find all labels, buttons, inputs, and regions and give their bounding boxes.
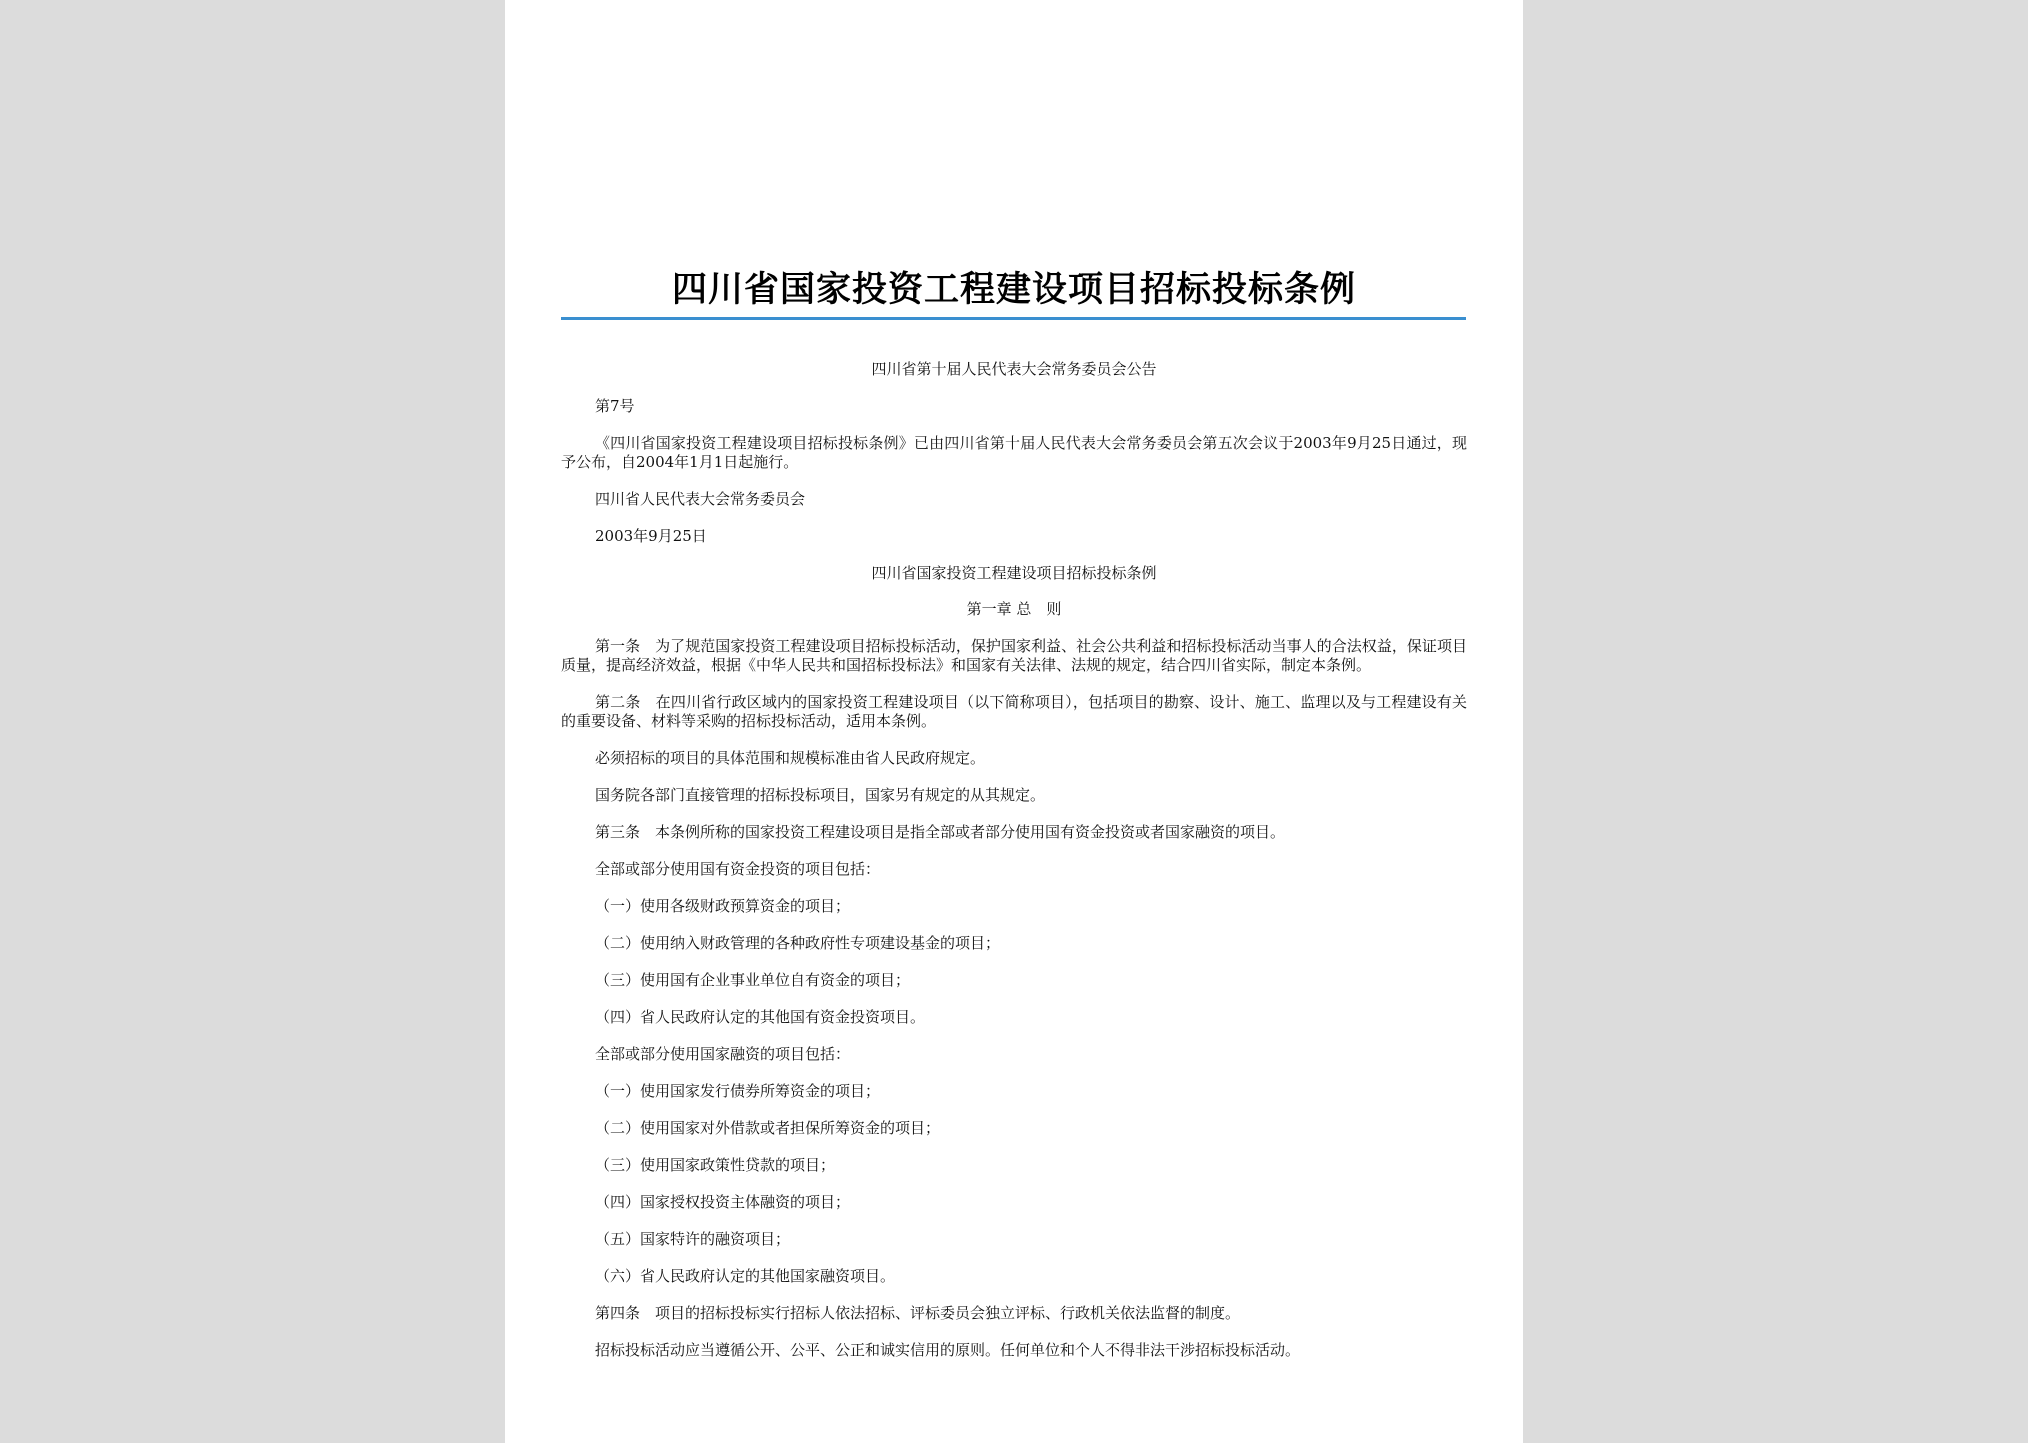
paragraph: 招标投标活动应当遵循公开、公平、公正和诚实信用的原则。任何单位和个人不得非法干涉招标投标活动。 (595, 1341, 1301, 1359)
paragraph: （六）省人民政府认定的其他国家融资项目。 (595, 1267, 896, 1285)
paragraph: 第三条 本条例所称的国家投资工程建设项目是指全部或者部分使用国有资金投资或者国家融资的项目。 (595, 823, 1286, 841)
paragraph: 第四条 项目的招标投标实行招标人依法招标、评标委员会独立评标、行政机关依法监督的制度。 (595, 1304, 1241, 1322)
paragraph: 全部或部分使用国家融资的项目包括： (595, 1045, 851, 1063)
title-underline (561, 317, 1466, 320)
paragraph: 第二条 在四川省行政区域内的国家投资工程建设项目（以下简称项目），包括项目的勘察、设计、施工、监理以及与工程建设有关的重要设备、材料等采购的招标投标活动，适用本条例。 (561, 693, 1467, 730)
paragraph: 第7号 (595, 397, 635, 415)
paragraph: （三）使用国有企业事业单位自有资金的项目； (595, 971, 911, 989)
paragraph: （二）使用纳入财政管理的各种政府性专项建设基金的项目； (595, 934, 1001, 952)
document-body (561, 360, 1467, 1378)
paragraph: （一）使用国家发行债券所筹资金的项目； (595, 1082, 881, 1100)
document-title: 四川省国家投资工程建设项目招标投标条例 (671, 270, 1356, 310)
paragraph: 四川省第十届人民代表大会常务委员会公告 (871, 360, 1157, 378)
paragraph: 必须招标的项目的具体范围和规模标准由省人民政府规定。 (595, 749, 986, 767)
paragraph: 四川省国家投资工程建设项目招标投标条例 (871, 564, 1157, 582)
document-page (505, 0, 1523, 1443)
paragraph: （五）国家特许的融资项目； (595, 1230, 791, 1248)
paragraph: （四）国家授权投资主体融资的项目； (595, 1193, 851, 1211)
paragraph: （二）使用国家对外借款或者担保所筹资金的项目； (595, 1119, 941, 1137)
paragraph: （四）省人民政府认定的其他国有资金投资项目。 (595, 1008, 926, 1026)
paragraph: 四川省人民代表大会常务委员会 (595, 490, 806, 508)
paragraph: 《四川省国家投资工程建设项目招标投标条例》已由四川省第十届人民代表大会常务委员会第五次会议于2003年9月25日通过，现予公布，自2004年1月1日起施行。 (561, 434, 1467, 471)
paragraph: 全部或部分使用国有资金投资的项目包括： (595, 860, 881, 878)
paragraph: 2003年9月25日 (595, 527, 707, 545)
paragraph: （三）使用国家政策性贷款的项目； (595, 1156, 836, 1174)
paragraph: 国务院各部门直接管理的招标投标项目，国家另有规定的从其规定。 (595, 786, 1046, 804)
paragraph: （一）使用各级财政预算资金的项目； (595, 897, 851, 915)
paragraph: 第一章 总 则 (966, 600, 1062, 618)
paragraph: 第一条 为了规范国家投资工程建设项目招标投标活动，保护国家利益、社会公共利益和招标投标活动当事人的合法权益，保证项目质量，提高经济效益，根据《中华人民共和国招标投标法》和国家有关法律、法规的规定，结合四川省实际，制定本条例。 (561, 637, 1467, 674)
